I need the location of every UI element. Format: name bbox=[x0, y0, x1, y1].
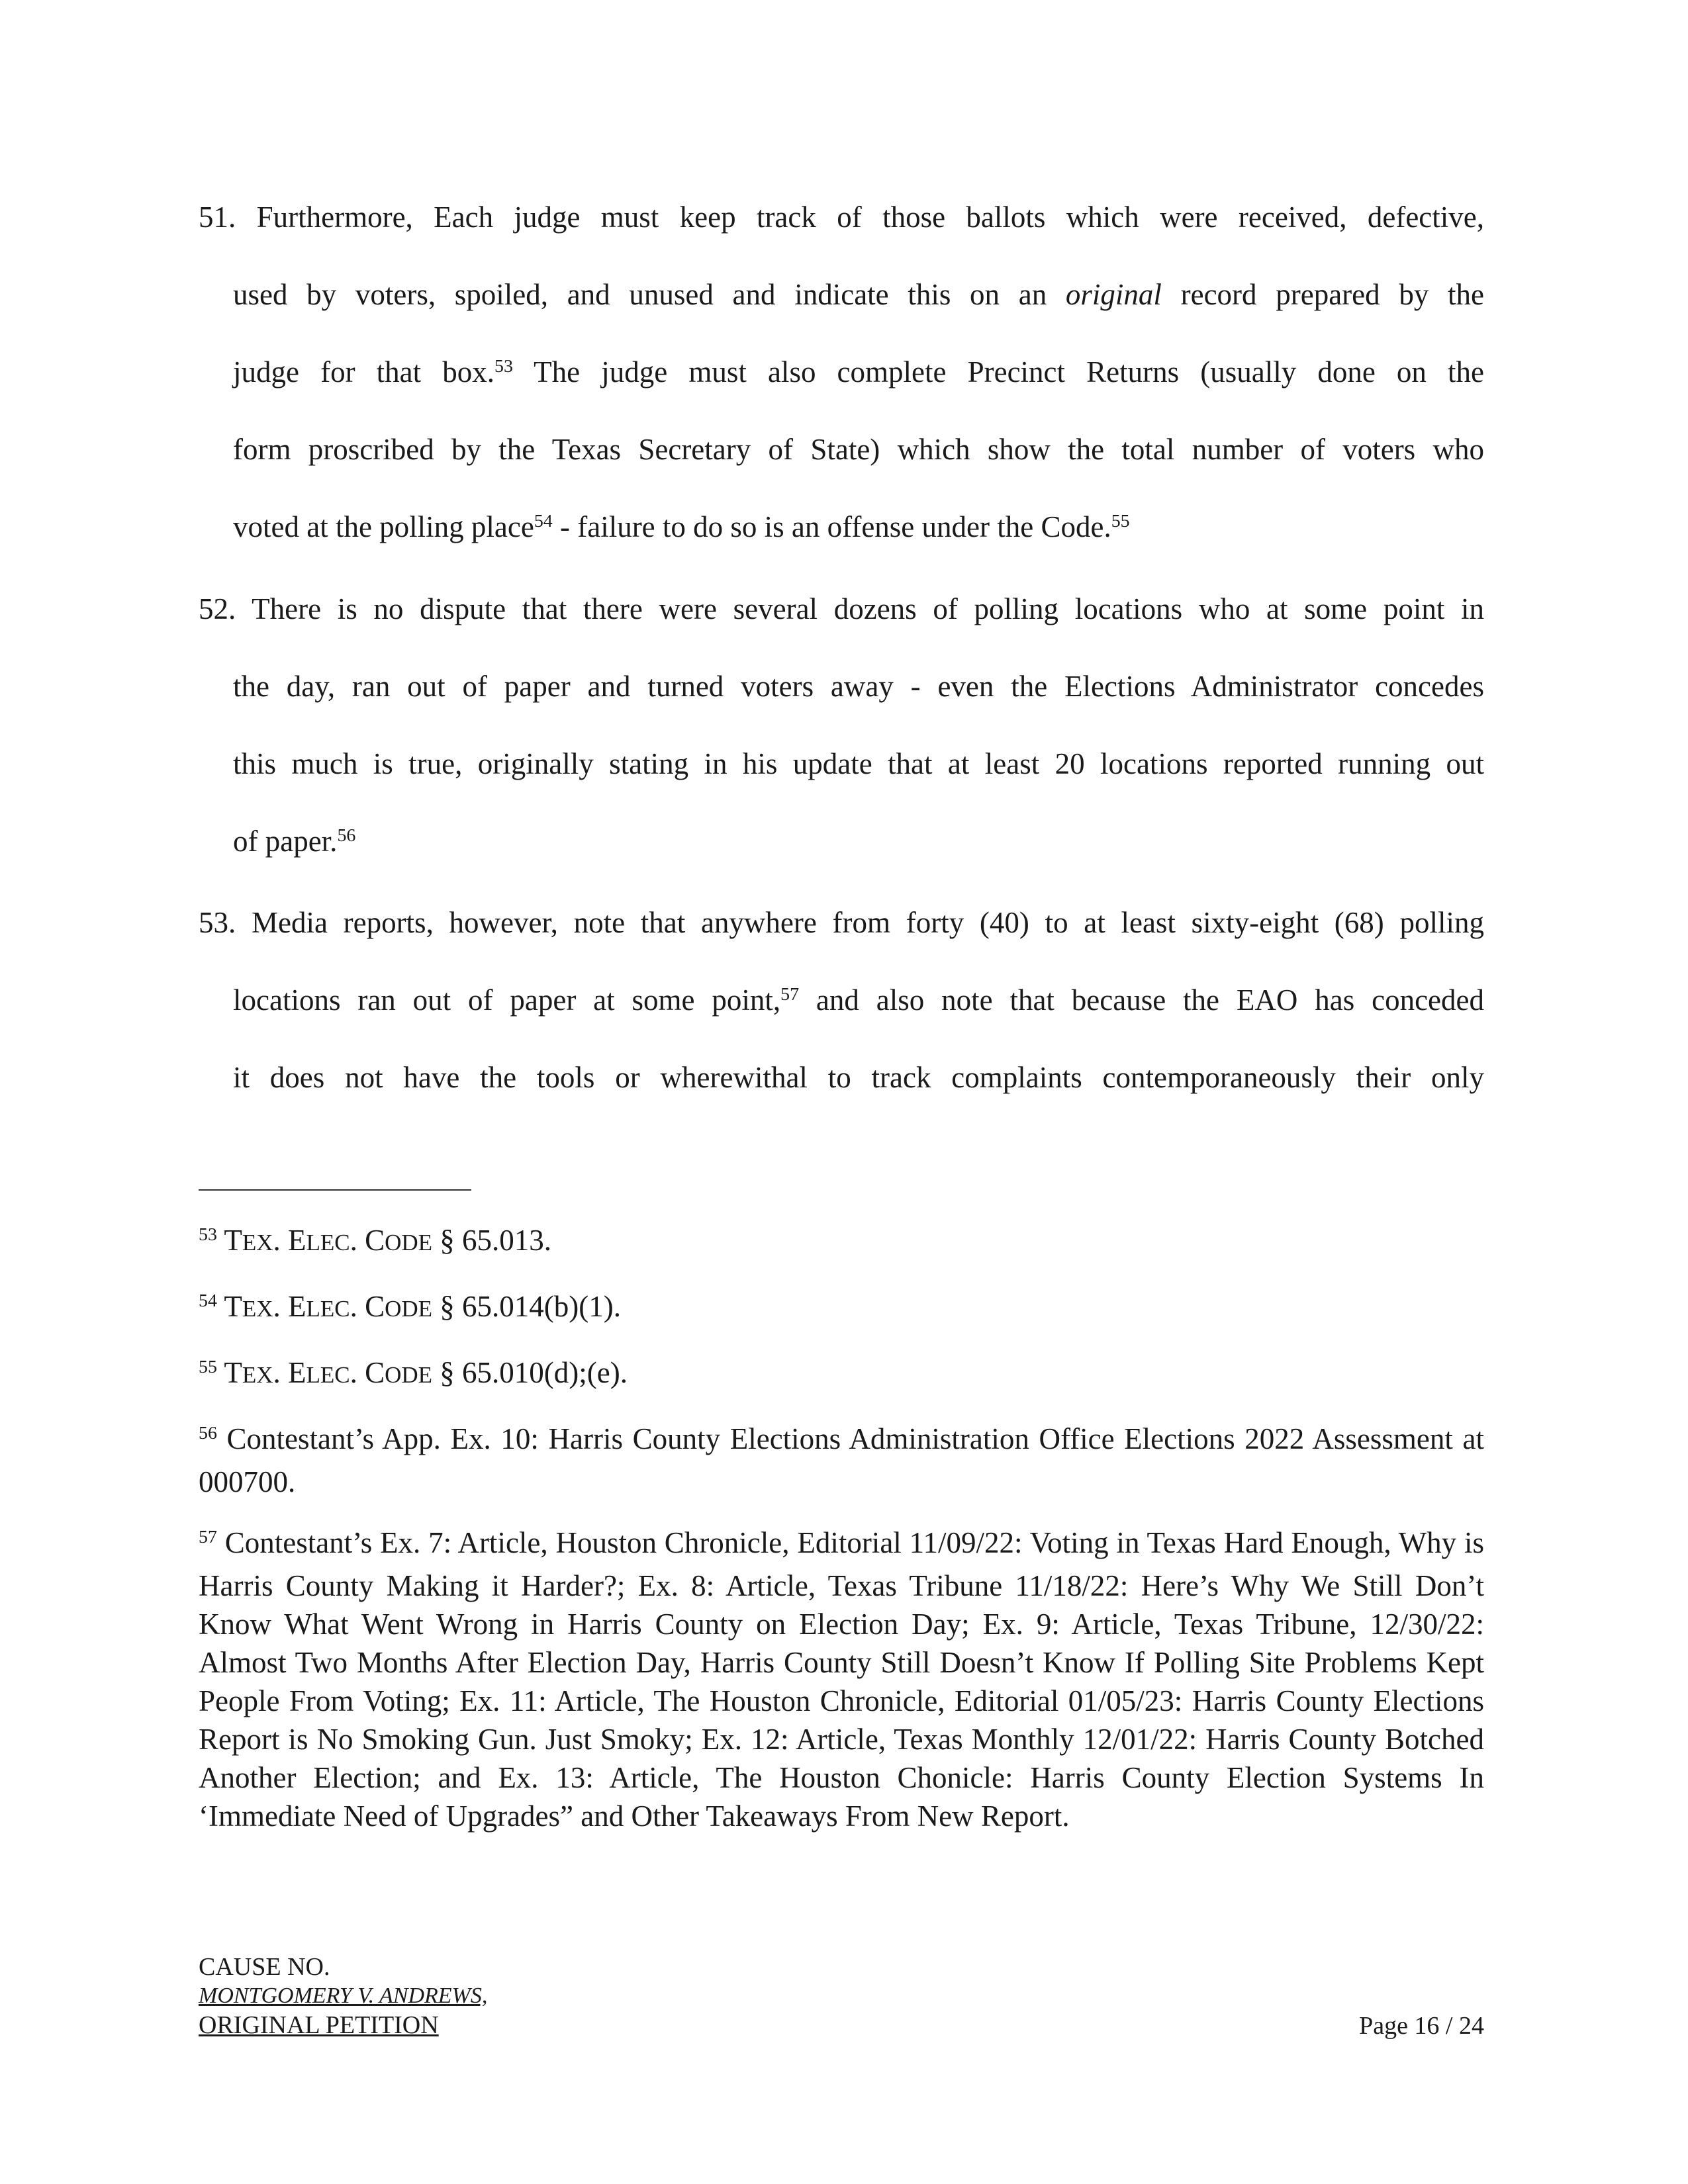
footnote-separator bbox=[199, 1189, 471, 1191]
cause-number: CAUSE NO. bbox=[199, 1953, 330, 1981]
statute-name: TEX. ELEC. CODE bbox=[224, 1356, 433, 1389]
document-title: ORIGINAL PETITION bbox=[199, 2011, 439, 2039]
statute-name: TEX. ELEC. CODE bbox=[224, 1224, 433, 1257]
document-page: 51. Furthermore, Each judge must keep track of those ballots which were received, defective, used by voters, spoiled, and unused and indicate this on an original record prepared by the judge for that box.$^{53}$ The judge must also complete Precinct Returns (usually done on the form proscribed by the Texas Secretary of State) which show the total number of voters who voted at the polling place$^{54}$ - failure to do so is an offense under the Code.$^{55}$ 52. There is no dispute that there were several dozens of polling locations who at some point in the day, ran out of paper and turned voters away - even the Elections Administrator concedes this much is true, originally stating in his update that at least 20 locations reported running out of paper.$^{56}$ 53. Media reports, however, note that anywhere from forty (40) to at least sixty-eight (68) polling locations ran out of paper at some point,$^{57}$ and also note that because the EAO has conceded it does not have the tools or wherewithal to track complaints contemporaneously their only $^{53}$ TEX. ELEC. CODE § 65.013. $^{54}$ TEX. ELEC. CODE § 65.014(b)(1). $^{55}$ TEX. ELEC. CODE § 65.010(d);(e). $^{56}$ Contestant’s App. Ex. 10: Harris County Elections Administration Office Elections 2022 Assessment at 000700. $^{57}$ Contestant’s Ex. 7: Article, Houston Chronicle, Editorial 11/09/22: Voting in Texas Hard Enough, Why is Harris County Making it Harder?; Ex. 8: Article, Texas Tribune 11/18/22: Here’s Why We Still Don’t Know What Went Wrong in Harris County on Election Day; Ex. 9: Article, Texas Tribune, 12/30/22: Almost Two Months After Election Day, Harris County Still Doesn’t Know If Polling Site Problems Kept People From Voting; Ex. 11: Article, The Houston Chronicle, Editorial 01/05/23: Harris County Elections Report is No Smoking Gun. Just Smoky; Ex. 12: Article, Texas Monthly 12/01/22: Harris County Botched Another Election; and Ex. 13: Article, The Houston Chonicle: Harris County Election Systems In ‘Immediate Need of Upgrades” and Other Takeaways From New Report. CAUSE NO. MONTGOMERY V. ANDREWS, ORIGINAL PETITION Page 16 / 24 bbox=[199, 201, 1485, 2040]
footnote-ref[interactable]: 55 bbox=[1111, 510, 1130, 531]
footnote-53: $^{53}$ TEX. ELEC. CODE § 65.013. bbox=[199, 1224, 552, 1257]
paragraph-number: 52. bbox=[199, 592, 236, 625]
footnote-ref[interactable]: 54 bbox=[534, 510, 553, 531]
footnote-57: $^{57}$ Contestant’s Ex. 7: Article, Houston Chronicle, Editorial 11/09/22: Voting in Texas Hard Enough, Why is Harris County Making it Harder?; Ex. 8: Article, Texas Tribune 11/18/22: Here’s Why We Still Don’t Know What Went Wrong in Harris County on Election Day; Ex. 9: Article, Texas Tribune, 12/30/22: Almost Two Months After Election Day, Harris County Still Doesn’t Know If Polling Site Problems Kept People From Voting; Ex. 11: Article, The Houston Chronicle, Editorial 01/05/23: Harris County Elections Report is No Smoking Gun. Just Smoky; Ex. 12: Article, Texas Monthly 12/01/22: Harris County Botched Another Election; and Ex. 13: Article, The Houston Chonicle: Harris County Election Systems In ‘Immediate Need of Upgrades” and Other Takeaways From New Report. bbox=[199, 1526, 1484, 1833]
footnote-55: $^{55}$ TEX. ELEC. CODE § 65.010(d);(e). bbox=[199, 1356, 628, 1389]
paragraph-number: 53. bbox=[199, 906, 236, 939]
page-number: Page 16 / 24 bbox=[1359, 2012, 1484, 2040]
footnote-ref[interactable]: 53 bbox=[494, 355, 513, 377]
statute-name: TEX. ELEC. CODE bbox=[224, 1290, 433, 1323]
footnote-54: $^{54}$ TEX. ELEC. CODE § 65.014(b)(1). bbox=[199, 1290, 621, 1323]
footnote-ref[interactable]: 57 bbox=[780, 983, 800, 1005]
footnote-56: $^{56}$ Contestant’s App. Ex. 10: Harris County Elections Administration Office Elections 2022 Assessment at 000700. bbox=[199, 1422, 1484, 1498]
footnote-ref[interactable]: 56 bbox=[337, 825, 356, 846]
paragraph-number: 51. bbox=[199, 201, 236, 234]
footer-case-info bbox=[199, 1952, 487, 2040]
case-name: MONTGOMERY V. ANDREWS, bbox=[199, 1983, 488, 2008]
